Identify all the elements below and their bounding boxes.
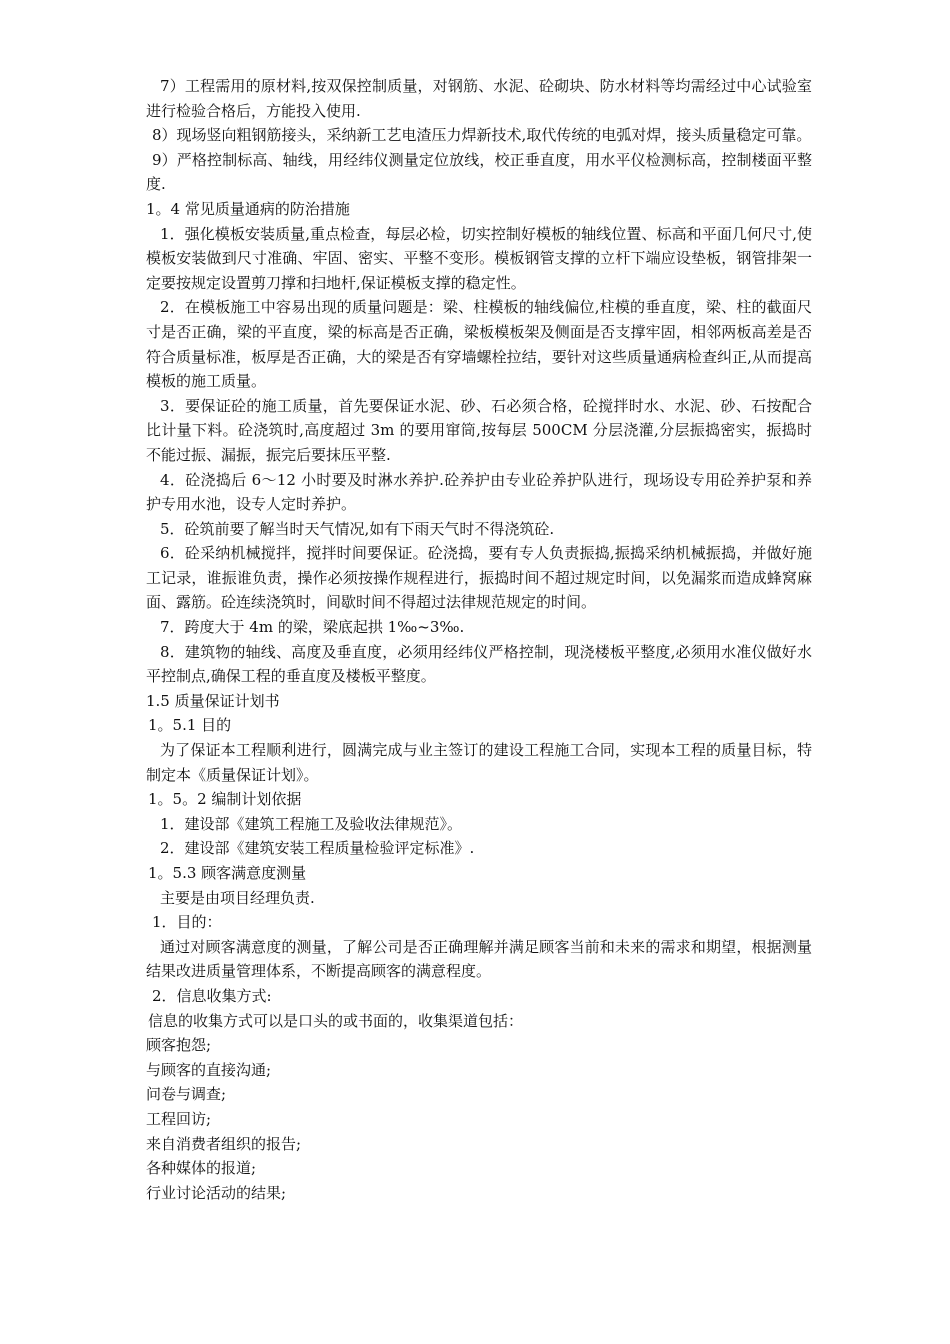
measure-item-1: 1．强化模板安装质量,重点检查，每层必检，切实控制好模板的轴线位置、标高和平面几何尺寸,使模板安装做到尺寸准确、牢固、密实、平整不变形。模板钢管支撑的立杆下端应设垫板，钢管排架一定要按规定设置剪刀撑和扫地杆,保证模板支撑的稳定性。 bbox=[146, 224, 812, 292]
responsibility-paragraph: 主要是由项目经理负责. bbox=[160, 888, 315, 907]
collection-intro-paragraph: 信息的收集方式可以是口头的或书面的，收集渠道包括： bbox=[148, 1011, 524, 1030]
paragraph-item-9: 9）严格控制标高、轴线，用经纬仪测量定位放线，校正垂直度，用水平仪检测标高，控制楼面平整度. bbox=[146, 150, 812, 194]
satisfaction-item-1-heading: 1．目的： bbox=[152, 913, 222, 932]
measure-item-8: 8．建筑物的轴线、高度及垂直度，必须用经纬仪严格控制，现浇楼板平整度,必须用水准仪做好水平控制点,确保工程的垂直度及楼板平整度。 bbox=[146, 642, 812, 686]
measure-item-3: 3．要保证砼的施工质量，首先要保证水泥、砂、石必须合格，砼搅拌时水、水泥、砂、石按配合比计量下料。砼浇筑时,高度超过 3m 的要用窜筒,按每层 500CM 分层浇灌,分层振捣密实，振捣时不能过振、漏振，振完后要抹压平整. bbox=[146, 396, 812, 464]
measure-item-5: 5．砼筑前要了解当时天气情况,如有下雨天气时不得浇筑砼. bbox=[160, 519, 555, 538]
satisfaction-item-2-heading: 2．信息收集方式: bbox=[152, 986, 272, 1005]
document-page bbox=[146, 74, 812, 1205]
measure-item-4: 4．砼浇捣后 6～12 小时要及时淋水养护.砼养护由专业砼养护队进行，现场设专用砼养护泵和养护专用水池，设专人定时养护。 bbox=[146, 470, 812, 514]
channel-list-item: 顾客抱怨; bbox=[146, 1036, 212, 1055]
channel-list-item: 与顾客的直接沟通; bbox=[146, 1060, 272, 1079]
measure-item-7: 7．跨度大于 4m 的梁，梁底起拱 1‰~3‰. bbox=[160, 618, 465, 637]
subsection-heading-1-5-3: 1。5.3 顾客满意度测量 bbox=[148, 864, 307, 882]
purpose-paragraph: 为了保证本工程顺利进行，圆满完成与业主签订的建设工程施工合同，实现本工程的质量目标，特制定本《质量保证计划》。 bbox=[146, 741, 812, 784]
basis-item-1: 1．建设部《建筑工程施工及验收法律规范》。 bbox=[160, 814, 463, 833]
section-heading-1-5: 1.5 质量保证计划书 bbox=[146, 691, 280, 710]
subsection-heading-1-5-2: 1。5。2 编制计划依据 bbox=[148, 790, 302, 809]
channel-list-item: 行业讨论活动的结果; bbox=[146, 1183, 287, 1202]
measure-item-6: 6．砼采纳机械搅拌，搅拌时间要保证。砼浇捣，要有专人负责振捣,振捣采纳机械振捣，并做好施工记录，谁振谁负责，操作必须按操作规程进行，振捣时间不超过规定时间，以免漏浆而造成蜂窝麻面、露筋。砼连续浇筑时，间歇时间不得超过法律规范规定的时间。 bbox=[146, 544, 812, 612]
channel-list-item: 工程回访; bbox=[146, 1109, 212, 1128]
basis-item-2: 2．建设部《建筑安装工程质量检验评定标准》. bbox=[160, 839, 475, 858]
channel-list-item: 来自消费者组织的报告; bbox=[146, 1134, 302, 1153]
paragraph-item-7: 7）工程需用的原材料,按双保控制质量，对钢筋、水泥、砼砌块、防水材料等均需经过中心试验室进行检验合格后，方能投入使用. bbox=[146, 77, 812, 120]
channel-list-item: 问卷与调查; bbox=[146, 1085, 227, 1104]
paragraph-item-8: 8）现场竖向粗钢筋接头，采纳新工艺电渣压力焊新技术,取代传统的电弧对焊，接头质量稳定可靠。 bbox=[152, 126, 812, 145]
subsection-heading-1-5-1: 1。5.1 目的 bbox=[148, 716, 232, 735]
channel-list-item: 各种媒体的报道; bbox=[146, 1159, 257, 1178]
satisfaction-purpose-paragraph: 通过对顾客满意度的测量，了解公司是否正确理解并满足顾客当前和未来的需求和期望，根据测量结果改进质量管理体系，不断提高顾客的满意程度。 bbox=[146, 937, 812, 981]
measure-item-2: 2．在模板施工中容易出现的质量问题是：梁、柱模板的轴线偏位,柱模的垂直度，梁、柱的截面尺寸是否正确，梁的平直度，梁的标高是否正确，梁板模板架及侧面是否支撑牢固，相邻两板高差是否符合质量标准，板厚是否正确，大的梁是否有穿墙螺栓拉结，要针对这些质量通病检查纠正,从而提高模板的施工质量。 bbox=[146, 298, 812, 391]
section-heading-1-4: 1。4 常见质量通病的防治措施 bbox=[146, 199, 350, 218]
